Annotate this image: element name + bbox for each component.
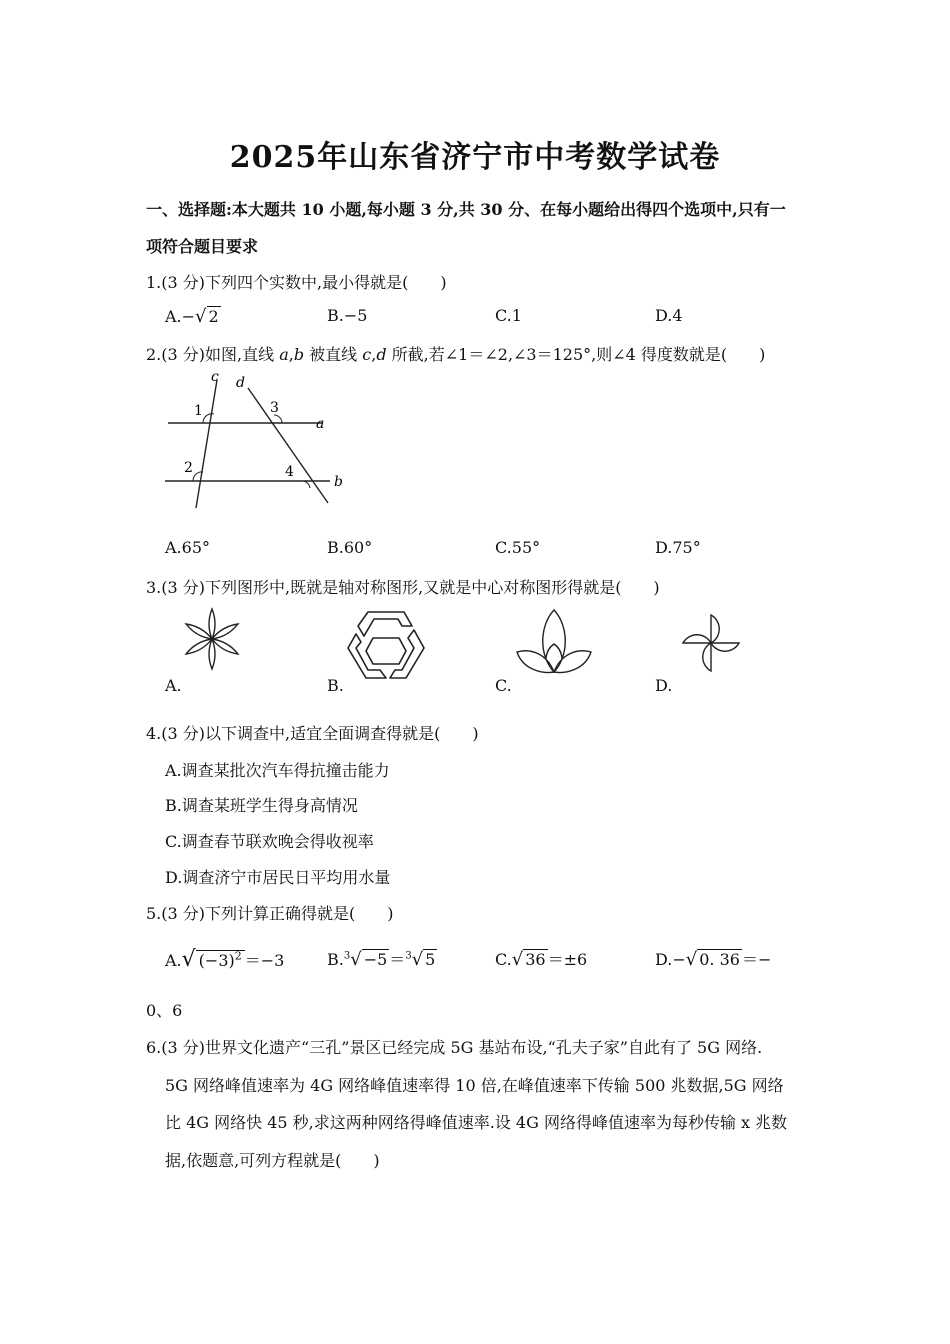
fig-label-angle-4: 4	[285, 464, 294, 480]
sqrt-symbol-icon: √	[511, 949, 524, 970]
q2-stem-text: 2.(3 分)如图,直线	[146, 345, 280, 364]
q5-option-d-wrap: 0、6	[146, 1001, 183, 1020]
q5-b-radicand-left: −5	[363, 950, 388, 969]
q3-option-d: D.	[655, 676, 673, 695]
q2-var-d: d	[376, 345, 387, 364]
sqrt-symbol-icon: √	[195, 306, 207, 327]
q2-stem-text-mid: 被直线	[304, 345, 363, 364]
q4-option-c: C.调查春节联欢晚会得收视率	[165, 832, 374, 851]
q2-option-b: B.60°	[327, 538, 373, 557]
q5-option-b	[327, 947, 437, 970]
q2-var-b: b	[293, 345, 305, 364]
lotus-icon	[513, 608, 595, 682]
q5-a-base: (−3)	[198, 951, 235, 970]
q2-option-c: C.55°	[495, 538, 541, 557]
q2-option-a: A.65°	[165, 538, 210, 557]
q5-option-c-result: ＝±6	[547, 950, 588, 969]
question-1-stem: 1.(3 分)下列四个实数中,最小得就是( )	[146, 273, 447, 292]
q2-comma2: ,	[371, 345, 377, 364]
recycle-chevrons-icon	[346, 608, 426, 682]
cube-root-symbol-icon: √	[350, 949, 362, 970]
fig-label-c: c	[211, 370, 219, 385]
fig-label-angle-1: 1	[194, 403, 203, 419]
q2-comma: ,	[288, 345, 294, 364]
q5-option-b-label: B.	[327, 950, 344, 969]
q2-var-a: a	[279, 345, 289, 364]
question-6-line3: 比 4G 网络快 45 秒,求这两种网络得峰值速率.设 4G 网络得峰值速率为每秒传输 x 兆数	[165, 1113, 788, 1132]
fig-label-angle-3: 3	[270, 400, 279, 416]
q2-option-d: D.75°	[655, 538, 701, 557]
question-5-stem: 5.(3 分)下列计算正确得就是( )	[146, 904, 394, 923]
q5-d-radicand: 0. 36	[699, 950, 740, 969]
q4-option-b: B.调查某班学生得身高情况	[165, 796, 358, 815]
q1-option-a	[165, 306, 221, 327]
q4-option-a: A.调查某批次汽车得抗撞击能力	[165, 761, 390, 780]
q5-a-exponent: 2	[234, 949, 242, 963]
q2-var-c: c	[362, 345, 372, 364]
section-heading-line2: 项符合题目要求	[146, 237, 259, 256]
q5-option-a-result: ＝−3	[244, 951, 285, 970]
q3-option-c: C.	[495, 676, 512, 695]
q4-option-d: D.调查济宁市居民日平均用水量	[165, 868, 391, 887]
section-heading-line1: 一、选择题:本大题共 10 小题,每小题 3 分,共 30 分、在每小题给出得四个选项中,只有一	[146, 200, 786, 219]
question-4-stem: 4.(3 分)以下调查中,适宜全面调查得就是( )	[146, 724, 479, 743]
question-6-line2: 5G 网络峰值速率为 4G 网络峰值速率得 10 倍,在峰值速率下传输 500 兆数据,5G 网络	[165, 1076, 784, 1095]
q1-option-c: C.1	[495, 306, 522, 325]
fig-label-a: a	[316, 416, 325, 432]
q3-option-b: B.	[327, 676, 344, 695]
q2-stem-text-post: 所截,若∠1＝∠2,∠3＝125°,则∠4 得度数就是( )	[386, 345, 766, 364]
q5-option-d	[655, 947, 771, 970]
sqrt-symbol-icon: √	[181, 947, 196, 972]
q5-b-index: 3	[343, 950, 351, 962]
q5-option-a-radicand	[196, 950, 245, 970]
q5-option-a	[165, 947, 284, 972]
fig-label-b: b	[334, 474, 343, 490]
question-2-stem	[146, 342, 765, 365]
sqrt-symbol-icon: √	[685, 949, 698, 970]
fig-label-d: d	[236, 375, 245, 391]
q5-b-equals: ＝	[389, 950, 406, 969]
q1-option-b: B.−5	[327, 306, 368, 325]
q1-option-a-radicand: 2	[208, 307, 219, 326]
q2-lines-figure	[160, 370, 360, 515]
q5-b-index-right: 3	[405, 950, 412, 962]
pinwheel-icon	[676, 610, 746, 676]
cube-root-symbol-icon: √	[411, 949, 424, 970]
fig-label-angle-2: 2	[184, 460, 193, 476]
q5-b-radicand-right: 5	[425, 950, 436, 969]
q5-option-d-result: ＝−	[741, 950, 772, 969]
question-3-stem: 3.(3 分)下列图形中,既就是轴对称图形,又就是中心对称图形得就是( )	[146, 578, 660, 597]
q5-option-d-label: D.−	[655, 950, 686, 969]
question-6-line4: 据,依题意,可列方程就是( )	[165, 1151, 380, 1170]
q5-option-c-label: C.	[495, 950, 512, 969]
q1-option-d: D.4	[655, 306, 683, 325]
six-petal-flower-icon	[178, 605, 246, 673]
question-6-line1: 6.(3 分)世界文化遗产“三孔”景区已经完成 5G 基站布设,“孔夫子家”自此有了 5G 网络.	[146, 1038, 763, 1057]
q5-c-radicand: 36	[525, 950, 546, 969]
q5-option-c	[495, 947, 587, 970]
q5-option-a-label: A.	[165, 951, 182, 970]
page-title: 2025年山东省济宁市中考数学试卷	[229, 140, 721, 175]
q1-option-a-label: A.−	[165, 307, 196, 326]
q3-option-a: A.	[165, 676, 182, 695]
